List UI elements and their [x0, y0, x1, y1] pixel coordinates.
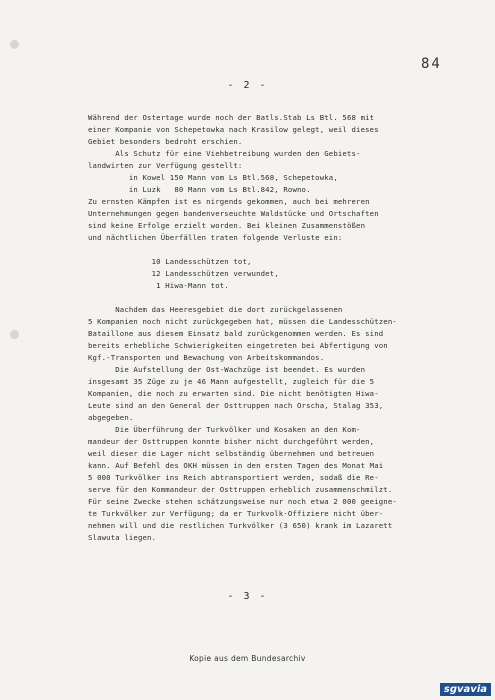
text-line: Gebiet besonders bedroht erschien.	[88, 137, 243, 146]
text-line	[88, 292, 430, 304]
text-line: und nächtlichen Überfällen traten folgende Verluste ein:	[88, 233, 343, 242]
text-line: 5 Kompanien noch nicht zurückgegeben hat, müssen die Landesschützen-	[88, 317, 397, 326]
page-number-top: - 2 -	[227, 80, 268, 91]
text-line: Leute sind an den General der Osttruppen nach Orscha, Stalag 353,	[88, 401, 384, 410]
text-line: in Kowel 150 Mann vom Ls Btl.568, Schepetowka,	[88, 173, 338, 182]
text-line: Die Überführung der Turkvölker und Kosaken an den Kom-	[88, 425, 361, 434]
text-line: 10 Landesschützen tot,	[88, 257, 252, 266]
text-line: Zu ernsten Kämpfen ist es nirgends gekommen, auch bei mehreren	[88, 197, 370, 206]
text-line: Kompanien, die noch zu erwarten sind. Die nicht benötigten Hiwa-	[88, 389, 379, 398]
text-line: Slawuta liegen.	[88, 533, 157, 542]
text-line: Für seine Zwecke stehen schätzungsweise nur noch etwa 2 000 geeigne-	[88, 497, 397, 506]
text-line: einer Kompanie von Schepetowka nach Krasilow gelegt, weil dieses	[88, 125, 379, 134]
typewritten-body	[88, 112, 430, 544]
text-line: Bataillone aus diesem Einsatz bald zurückgenommen werden. Es sind	[88, 329, 384, 338]
text-line: sind keine Erfolge erzielt worden. Bei kleinen Zusammenstößen	[88, 221, 366, 230]
text-line: 5 000 Turkvölker ins Reich abtransportiert werden, sodaß die Re-	[88, 473, 379, 482]
text-line: mandeur der Osttruppen konnte bisher nicht durchgeführt werden,	[88, 437, 375, 446]
text-line: landwirten zur Verfügung gestellt:	[88, 161, 243, 170]
text-line: in Luzk 80 Mann vom Ls Btl.842, Rowno.	[88, 185, 311, 194]
text-line: weil dieser die Lager nicht selbständig übernehmen und betreuen	[88, 449, 375, 458]
punch-hole-mark	[10, 330, 19, 339]
text-line: Nachdem das Heeresgebiet die dort zurückgelassenen	[88, 305, 343, 314]
text-line: abgegeben.	[88, 413, 134, 422]
text-line: nehmen will und die restlichen Turkvölker (3 650) krank im Lazarett	[88, 521, 393, 530]
text-line: Unternehmungen gegen bandenverseuchte Waldstücke und Ortschaften	[88, 209, 379, 218]
watermark-label: sgvavia	[440, 683, 491, 696]
archive-caption: Kopie aus dem Bundesarchiv	[189, 654, 306, 663]
text-line: bereits erhebliche Schwierigkeiten eingetreten bei Abfertigung von	[88, 341, 388, 350]
text-line: serve für den Kommandeur der Osttruppen erheblich zusammenschmilzt.	[88, 485, 393, 494]
text-line	[88, 244, 430, 256]
text-line: kann. Auf Befehl des OKH müssen in den ersten Tagen des Monat Mai	[88, 461, 384, 470]
text-line: Die Aufstellung der Ost-Wachzüge ist beendet. Es wurden	[88, 365, 366, 374]
page-number-bottom: - 3 -	[227, 591, 268, 602]
text-line: Kgf.-Transporten und Bewachung von Arbeitskommandos.	[88, 353, 325, 362]
text-line: insgesamt 35 Züge zu je 46 Mann aufgestellt, zugleich für die 5	[88, 377, 375, 386]
text-line: 12 Landesschützen verwundet,	[88, 269, 279, 278]
text-line: 1 Hiwa-Mann tot.	[88, 281, 229, 290]
folio-number: 84	[421, 56, 442, 72]
text-line: te Turkvölker zur Verfügung; da er Turkvolk-Offiziere nicht über-	[88, 509, 384, 518]
text-line: Während der Ostertage wurde noch der Batls.Stab Ls Btl. 568 mit	[88, 113, 375, 122]
text-line: Als Schutz für eine Viehbetreibung wurden den Gebiets-	[88, 149, 361, 158]
punch-hole-mark	[10, 40, 19, 49]
